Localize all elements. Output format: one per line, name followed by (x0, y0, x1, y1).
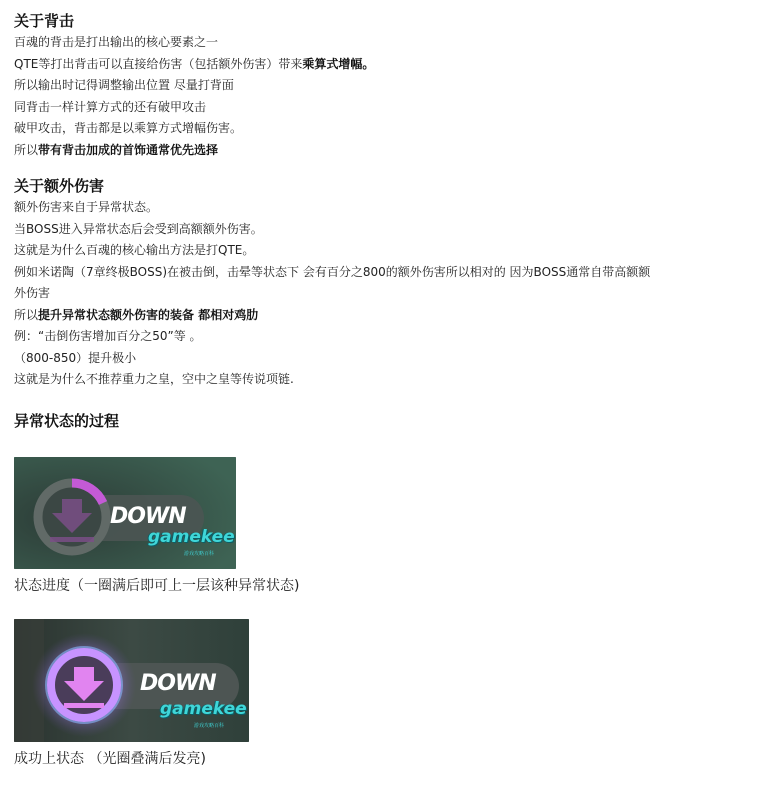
body-text: （800-850）提升极小 (14, 350, 137, 365)
body-text: 所以 (14, 142, 39, 157)
gamekee-watermark-sub: 游戏攻略百科 (184, 550, 215, 557)
status-triggered-image (14, 619, 249, 742)
extra-damage-line (14, 369, 754, 391)
image-caption-status-triggered: 成功上状态 （光圈叠满后发亮) (14, 750, 206, 767)
body-text: 同背击一样计算方式的还有破甲攻击 (14, 99, 207, 114)
extra-damage-line (14, 348, 754, 370)
body-text: 例：“击倒伤害增加百分之50”等 。 (14, 329, 202, 343)
gamekee-watermark: gamekee (160, 698, 247, 719)
down-label: DOWN (140, 670, 216, 696)
gamekee-watermark-sub: 游戏攻略百科 (194, 722, 225, 729)
body-text: 百魂的背击是打出输出的核心要素之一 (14, 35, 219, 49)
emphasis-text: 提升异常状态额外伤害的装备 都相对鸡肋 (38, 307, 259, 322)
down-label: DOWN (110, 503, 186, 529)
body-text: 所以 (14, 307, 39, 322)
emphasis-text: 带有背击加成的首饰通常优先选择 (38, 142, 219, 157)
image-caption-status-progress: 状态进度（一圈满后即可上一层该种异常状态) (14, 577, 300, 594)
back-attack-line (14, 32, 754, 54)
back-attack-line (14, 140, 754, 162)
extra-damage-line (14, 326, 754, 348)
article-content (14, 0, 754, 770)
body-text: 额外伤害来自于异常状态。 (14, 200, 159, 214)
body-text: 这就是为什么不推荐重力之皇，空中之皇等传说项链. (14, 372, 294, 386)
section-heading-back-attack: 关于背击 (14, 12, 75, 30)
extra-damage-line (14, 197, 754, 219)
section-body-back-attack (14, 32, 754, 161)
status-progress-image (14, 457, 236, 569)
body-text: 这就是为什么百魂的核心输出方法是打QTE。 (14, 243, 255, 257)
back-attack-line (14, 75, 754, 97)
extra-damage-line (14, 305, 754, 327)
body-text: QTE等打出背击可以直接给伤害（包括额外伤害）带来 (14, 56, 303, 71)
extra-damage-line (14, 219, 754, 241)
extra-damage-line (14, 283, 754, 305)
extra-damage-line (14, 262, 754, 284)
body-text: 破甲攻击，背击都是以乘算方式增幅伤害。 (14, 121, 243, 135)
section-heading-abnormal-process: 异常状态的过程 (14, 411, 120, 430)
body-text: 当BOSS进入异常状态后会受到高额额外伤害。 (14, 221, 263, 236)
extra-damage-line (14, 240, 754, 262)
back-attack-line (14, 118, 754, 140)
body-text: 例如米诺陶（7章终极BOSS)在被击倒，击晕等状态下 会有百分之800的额外伤害所以相对的 因为BOSS通常自带高额额 (14, 264, 651, 279)
gamekee-watermark: gamekee (148, 526, 235, 547)
back-attack-line (14, 97, 754, 119)
body-text: 外伤害 (14, 286, 51, 300)
section-body-extra-damage (14, 197, 754, 391)
body-text: 所以输出时记得调整输出位置 尽量打背面 (14, 78, 234, 92)
emphasis-text: 乘算式增幅。 (302, 56, 375, 71)
back-attack-line (14, 54, 754, 76)
section-heading-extra-damage: 关于额外伤害 (14, 177, 105, 195)
